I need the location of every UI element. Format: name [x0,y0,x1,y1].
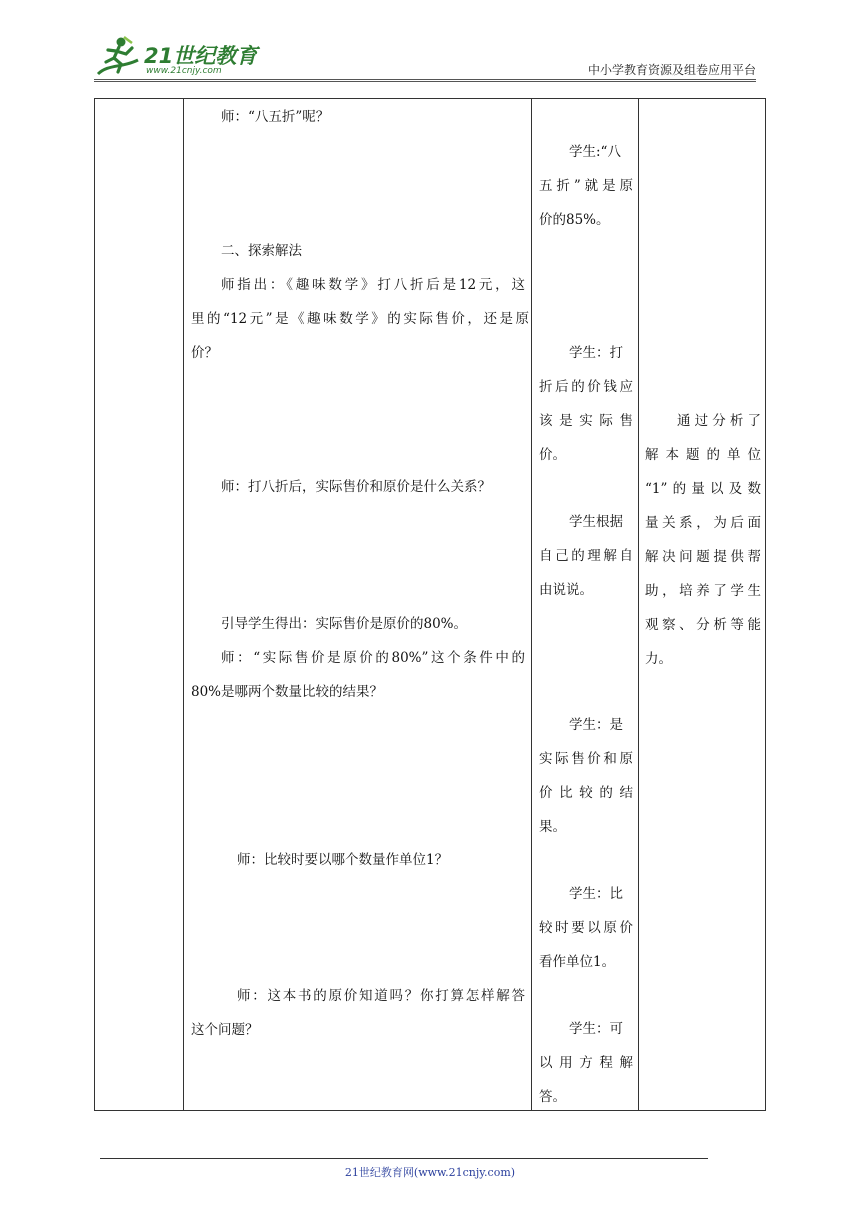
logo-url: www.21cnjy.com [146,66,222,76]
section-heading: 二、探索解法 [221,243,302,259]
student-line: 折后的价钱应 [539,379,633,395]
student-line: 学生:“八 [569,144,621,160]
student-line: 价。 [539,447,566,463]
student-line: 以用方程解 [539,1055,633,1071]
student-line: 五折”就是原 [539,178,633,194]
header-divider-secondary [94,81,756,82]
intent-line: “1”的量以及数 [645,481,761,497]
header-divider [94,79,756,80]
teacher-line: 师：“实际售价是原价的80%”这个条件中的 [221,650,525,666]
student-line: 答。 [539,1089,566,1105]
student-line: 价比较的结 [539,785,633,801]
intent-line: 量关系，为后面 [645,515,761,531]
teacher-line: 师指出：《趣味数学》打八折后是12元，这 [221,277,525,293]
lesson-table [94,98,766,1111]
intent-line: 力。 [645,651,672,667]
student-line: 较时要以原价 [539,920,633,936]
teacher-line: 师：“八五折”呢？ [221,109,330,125]
student-line: 学生根据 [569,514,623,530]
student-line: 看作单位1。 [539,954,616,970]
student-line: 学生：是 [569,717,623,733]
student-line: 由说说。 [539,582,593,598]
platform-title: 中小学教育资源及组卷应用平台 [587,63,756,77]
column-divider [183,99,184,1110]
intent-line: 观察、分析等能 [645,617,761,633]
student-line: 学生：打 [569,345,623,361]
runner-logo-icon [94,34,140,78]
teacher-line: 师：比较时要以哪个数量作单位1？ [237,852,449,868]
footer-divider [100,1158,708,1159]
student-line: 果。 [539,819,566,835]
intent-line: 助，培养了学生 [645,583,761,599]
footer-text: 21世纪教育网(www.21cnjy.com) [344,1166,516,1179]
student-line: 学生：比 [569,886,623,902]
student-line: 自己的理解自 [539,548,633,564]
intent-line: 解本题的单位 [645,447,761,463]
teacher-line: 这个问题？ [191,1022,259,1038]
student-line: 该是实际售 [539,413,633,429]
teacher-line: 里的“12元”是《趣味数学》的实际售价，还是原 [191,311,529,327]
teacher-line: 引导学生得出：实际售价是原价的80%。 [221,616,468,632]
student-line: 价的85%。 [539,212,610,228]
student-line: 学生：可 [569,1021,623,1037]
student-line: 实际售价和原 [539,751,633,767]
logo-text: 21世纪教育 [144,44,258,68]
teacher-line: 师：这本书的原价知道吗？你打算怎样解答 [237,988,525,1004]
intent-line: 通过分析了 [677,413,761,429]
teacher-line: 师：打八折后，实际售价和原价是什么关系？ [221,479,491,495]
intent-line: 解决问题提供帮 [645,549,761,565]
teacher-line: 价？ [191,345,218,361]
site-logo [94,34,264,78]
teacher-line: 80%是哪两个数量比较的结果？ [191,684,384,700]
column-divider [638,99,639,1110]
